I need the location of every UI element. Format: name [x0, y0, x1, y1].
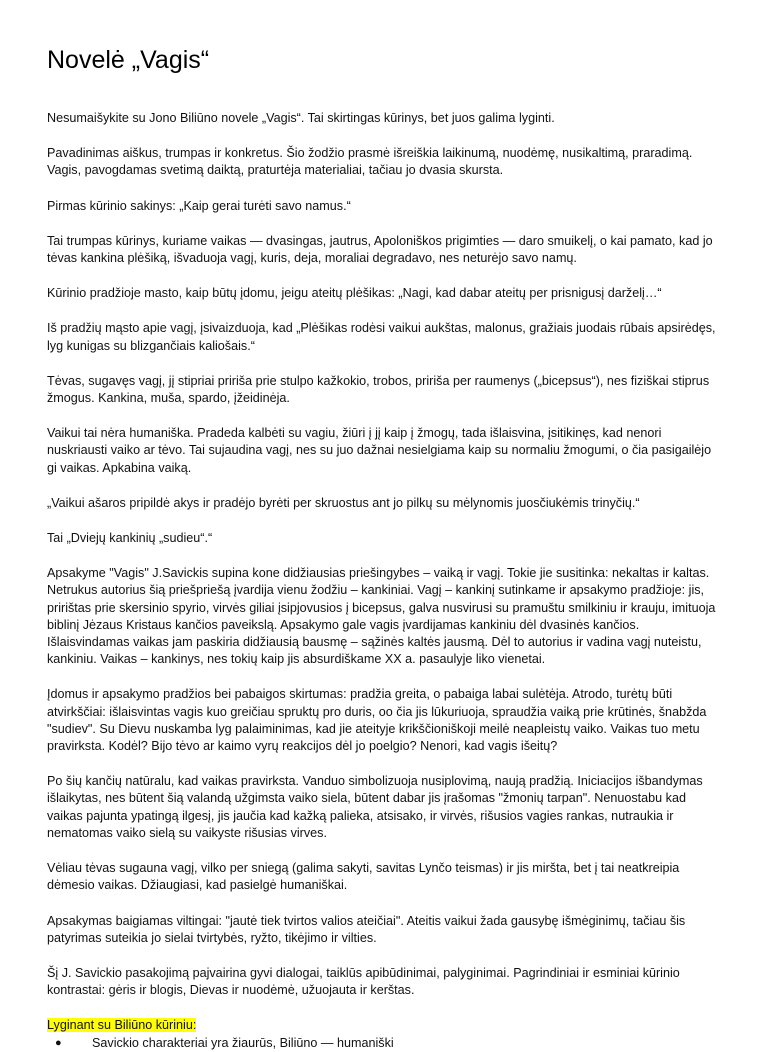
bullet-icon: ●: [55, 1036, 62, 1049]
paragraph-ending: Apsakymas baigiamas viltingai: "jautė tiek tvirtos valios ateičiai". Ateitis vaikui žada gausybę išmėginimų, tačiau šis patyrimas suteikia jo sielai tvirtybės, ryžto, tikėjimo ir vilties.: [47, 913, 686, 945]
paragraph-farewell: Tai „Dviejų kankinių „sudieu“.“: [47, 531, 213, 546]
paragraph-intro: Nesumaišykite su Jono Biliūno novele „Vagis“. Tai skirtingas kūrinys, bet juos galima lyginti.: [47, 111, 555, 125]
paragraph-beginning: Kūrinio pradžioje masto, kaip būtų įdomu, jeigu ateitų plėšikas: „Nagi, kad dabar ateitų per prisnigusį darželį…“: [47, 286, 662, 301]
paragraph-pace: Įdomus ir apsakymo pradžios bei pabaigos skirtumas: pradžia greita, o pabaiga labai sulėtėja. Atrodo, turėtų būti atvirkščiai: išlaisvintas vagis kuo greičiau spruktų pro duris, oo čia jis lūkuriuoja, spraudžia vaiką prie krūtinės, šnabžda "sudiev". Su Dievu nuskamba lyg palaiminimas, kad jie ateityje krikščioniškoji meilė neapleistų vaiko. Vaikas tuo metu pravirksta. Kodėl? Bijo tėvo ar kaimo vyrų reakcijos dėl jo poelgio? Nenori, kad vagis išeitų?: [47, 687, 707, 754]
document-page: [47, 40, 723, 1052]
paragraph-first-sentence: Pirmas kūrinio sakinys: „Kaip gerai turėti savo namus.“: [47, 198, 351, 213]
paragraph-humanity: Vaikui tai nėra humaniška. Pradeda kalbėti su vagiu, žiūri į jį kaip į žmogų, tada išlaisvina, įsitikinęs, kad nenori nuskriausti vaiko ar tėvo. Tai sujaudina vagį, nes su juo dažnai nesielgiama kaip su normaliu žmogumi, o čia pasigailėjo gi vaikas. Apkabina vaiką.: [47, 426, 712, 475]
paragraph-quote-tears: „Vaikui ašaros pripildė akys ir pradėjo byrėti per skruostus ant jo pilkų su mėlynomis juosčiukėmis trinyčių.“: [47, 495, 640, 510]
paragraph-opposites: Apsakyme "Vagis" J.Savickis supina kone didžiausias priešingybes – vaiką ir vagį. Tokie jie susitinka: nekaltas ir kaltas. Netrukus autorius šią priešpriešą įvardija vienu žodžiu – kankiniai. Vagį – kankinį sutinkame ir apsakymo pradžioje: jis, pririštas prie skersinio spyrio, virvės giliai įsipjovusios į bicepsus, galva nusvirusi su pramuštu smilkiniu ir krauju, imituoja biblinį Jėzaus Kristaus kančios paveikslą. Apsakymo gale vagis įvardijamas kankiniu dėl dvasinės kančios. Išlaisvindamas vaikas jam paskiria didžiausią bausmę – sąžinės kaltės jausmą. Dėl to autorius ir vadina vagį nuteistu, kankiniu. Vaikas – kankinys, nes tokių kaip jis absurdiškame XX a. pasaulyje liko vienetai.: [47, 566, 716, 667]
document-title: Novelė „Vagis“: [47, 46, 210, 74]
highlighted-text: Lyginant su Biliūno kūriniu:: [47, 1018, 197, 1033]
list-item: [47, 1035, 723, 1052]
comparison-list: [47, 1035, 723, 1052]
comparison-heading: [47, 1017, 723, 1034]
paragraph-imagination: Iš pradžių mąsto apie vagį, įsivaizduoja, kad „Plėšikas rodėsi vaikui aukštas, malonus, gražiais juodais rūbais apsirėdęs, lyg kunigas su blizgančiais kaliošais.“: [47, 321, 716, 353]
paragraph-summary: Tai trumpas kūrinys, kuriame vaikas — dvasingas, jautrus, Apoloniškos prigimties — daro smuikelį, o kai pamato, kad jo tėvas kankina plėšiką, išvaduoja vagį, kuris, deja, moraliai degradavo, nes neturėjo savo namų.: [47, 233, 713, 266]
paragraph-crying: Po šių kančių natūralu, kad vaikas pravirksta. Vanduo simbolizuoja nusiplovimą, naują pradžią. Iniciacijos išbandymas išlaikytas, nes būtent šią valandą užgimsta vaiko siela, būtent dabar jis įrašomas "žmonių tarpan". Nenuostabu kad vaikas pajunta ypatingą ilgesį, jis jaučia kad kažką palieka, atsisako, ir virvės, rišusios vagies rankas, nutraukia ir nematomas vaiko sielą su vaikyste rišusias virves.: [47, 774, 703, 840]
paragraph-later: Vėliau tėvas sugauna vagį, vilko per sniegą (galima sakyti, savitas Lynčo teismas) ir jis miršta, bet į tai neatkreipia dėmesio vaikas. Džiaugiasi, kad pasielgė humaniškai.: [47, 861, 680, 893]
paragraph-contrasts: Šį J. Savickio pasakojimą pajvairina gyvi dialogai, taiklūs apibūdinimai, palyginimai. Pagrindiniai ir esminiai kūrinio kontrastai: gėris ir blogis, Dievas ir nuodėmė, užuojauta ir kerštas.: [47, 965, 680, 998]
list-item-text: Savickio charakteriai yra žiaurūs, Biliūno — humaniški: [92, 1035, 394, 1050]
paragraph-father: Tėvas, sugavęs vagį, jį stipriai pririša prie stulpo kažkokio, trobos, pririša per raumenys („bicepsus“), nes fiziškai stiprus žmogus. Kankina, muša, spardo, įžeidinėja.: [47, 373, 710, 406]
paragraph-title-meaning: Pavadinimas aiškus, trumpas ir konkretus. Šio žodžio prasmė išreiškia laikinumą, nuodėmę, nusikaltimą, praradimą. Vagis, pavogdamas svetimą daiktą, praturtėja materialiai, tačiau jo dvasia skursta.: [47, 146, 693, 178]
